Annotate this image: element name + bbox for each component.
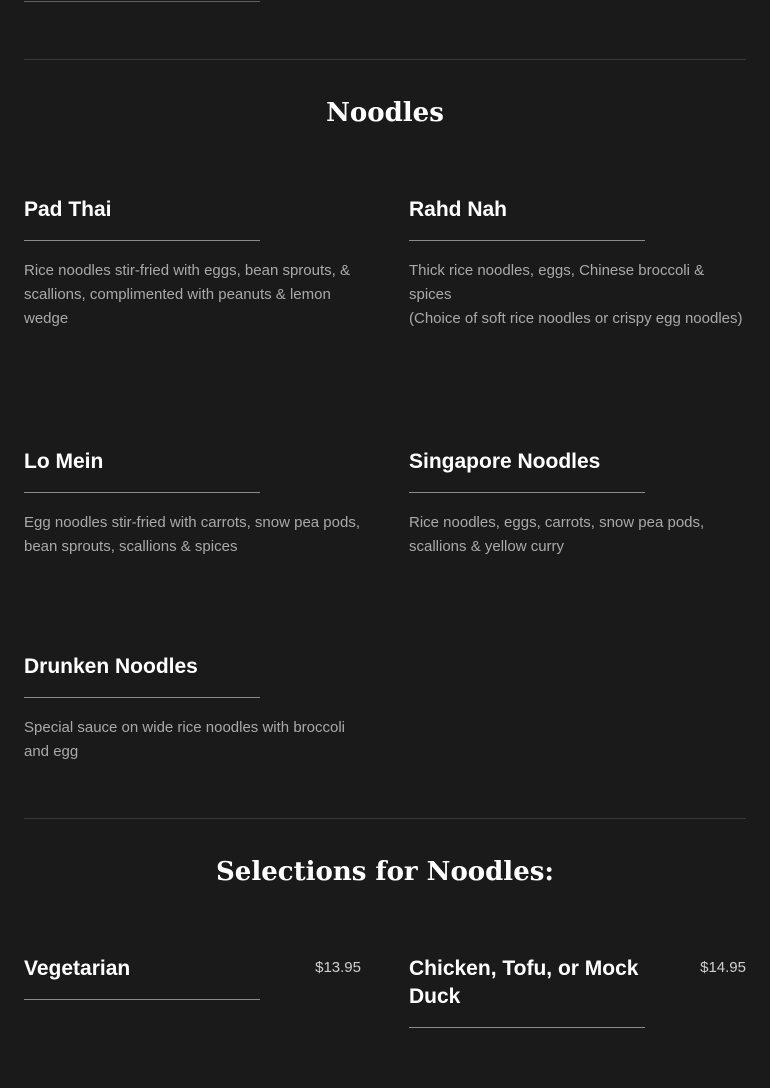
item-description-line: (Choice of soft rice noodles or crispy egg noodles)	[409, 310, 743, 327]
item-rule	[409, 492, 645, 493]
item-description	[409, 511, 746, 559]
selections-section-title: Selections for Noodles:	[216, 857, 554, 887]
previous-item-rule	[24, 1, 260, 2]
menu-item-singapore-noodles	[409, 448, 746, 559]
section-divider	[24, 59, 746, 60]
item-rule	[409, 1027, 645, 1028]
item-name: Drunken Noodles	[24, 655, 198, 678]
item-name: Rahd Nah	[409, 198, 508, 221]
item-description-line: Rice noodles stir-fried with eggs, bean sprouts, & scallions, complimented with peanuts & lemon wedge	[24, 262, 350, 327]
item-description	[24, 259, 361, 331]
menu-item-rahd-nah	[409, 196, 746, 331]
item-description-line: Thick rice noodles, eggs, Chinese broccoli & spices	[409, 262, 705, 303]
item-price: $13.95	[315, 959, 361, 976]
menu-item-lo-mein	[24, 448, 361, 559]
item-rule	[24, 999, 260, 1000]
item-name: Vegetarian	[24, 957, 131, 980]
selection-item-chicken-tofu-mock-duck	[409, 955, 746, 1028]
item-rule	[24, 492, 260, 493]
item-rule	[24, 697, 260, 698]
item-price: $14.95	[700, 959, 746, 976]
item-description	[409, 259, 746, 331]
item-name: Singapore Noodles	[409, 450, 601, 473]
item-description	[24, 511, 361, 559]
item-rule	[409, 240, 645, 241]
selection-item-vegetarian	[24, 955, 361, 1000]
item-name: Chicken, Tofu, or Mock Duck	[409, 957, 639, 1008]
item-description	[24, 716, 361, 764]
noodles-section-title: Noodles	[326, 98, 444, 128]
item-description-line: Egg noodles stir-fried with carrots, snow pea pods, bean sprouts, scallions & spices	[24, 514, 360, 555]
menu-item-pad-thai	[24, 196, 361, 331]
item-name: Pad Thai	[24, 198, 112, 221]
item-name: Lo Mein	[24, 450, 104, 473]
menu-item-drunken-noodles	[24, 653, 361, 764]
item-description-line: Rice noodles, eggs, carrots, snow pea pods, scallions & yellow curry	[409, 514, 705, 555]
item-description-line: Special sauce on wide rice noodles with broccoli and egg	[24, 719, 346, 760]
section-divider	[24, 818, 746, 819]
item-rule	[24, 240, 260, 241]
